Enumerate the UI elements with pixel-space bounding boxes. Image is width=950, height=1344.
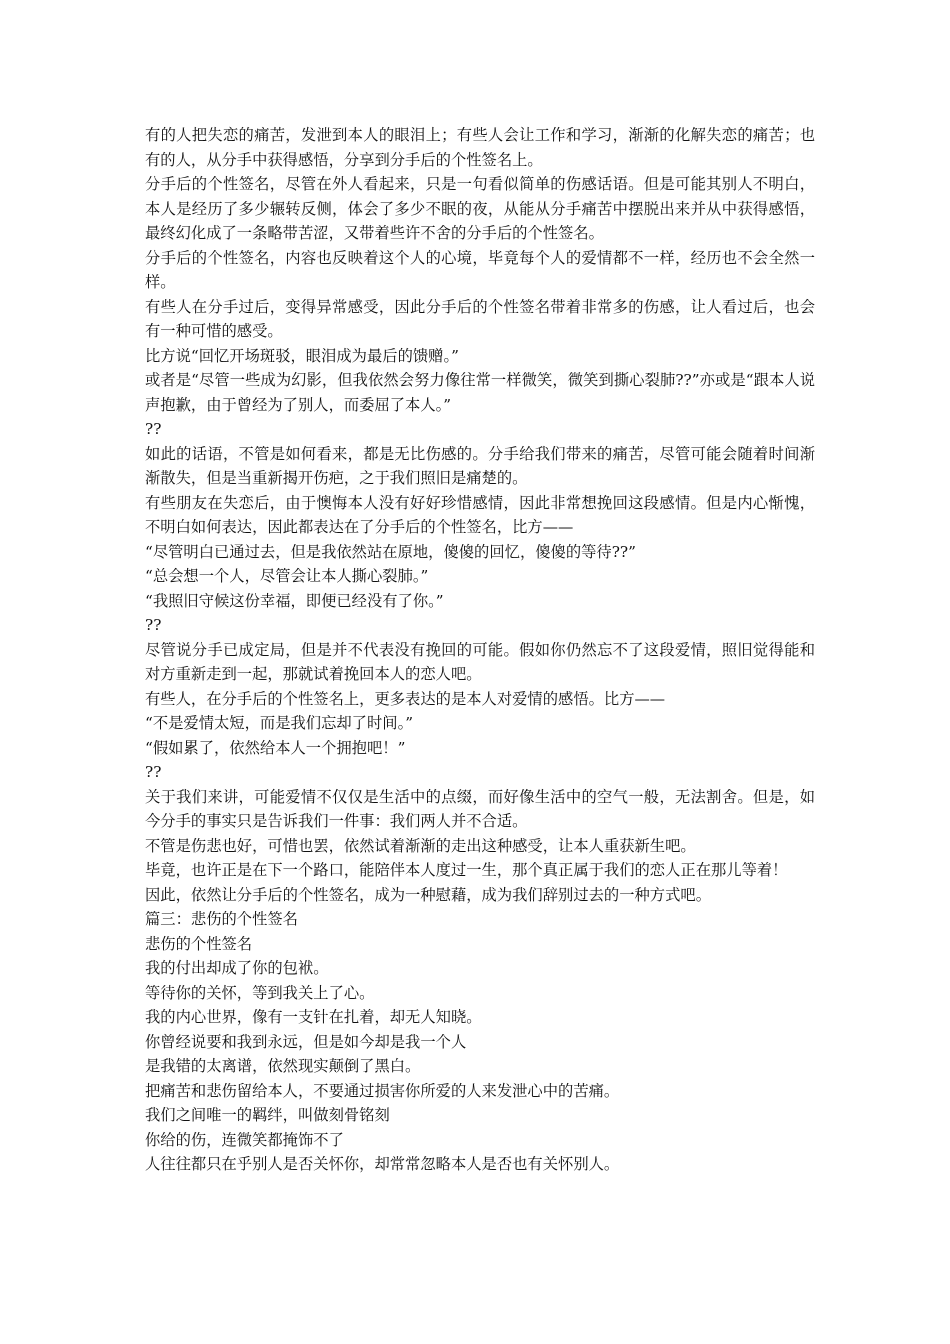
list-item: 人往往都只在乎别人是否关怀你，却常常忽略本人是否也有关怀别人。	[145, 1155, 620, 1173]
paragraph: 尽管说分手已成定局，但是并不代表没有挽回的可能。假如你仍然忘不了这段爱情，照旧觉得能和对方重新走到一起，那就试着挽回本人的恋人吧。	[145, 640, 815, 683]
list-item: 等待你的关怀，等到我关上了心。	[145, 983, 375, 1002]
paragraph: 或者是“尽管一些成为幻影，但我依然会努力像往常一样微笑，微笑到撕心裂肺??”亦或是“跟本人说声抱歉，由于曾经为了别人，而委屈了本人。”	[145, 371, 815, 414]
document-body	[145, 123, 815, 1177]
paragraph: 比方说“回忆开场斑驳，眼泪成为最后的馈赠。”	[145, 346, 459, 365]
paragraph: 有些人在分手过后，变得异常感受，因此分手后的个性签名带着非常多的伤感，让人看过后，也会有一种可惜的感受。	[145, 297, 815, 340]
paragraph: 有些人，在分手后的个性签名上，更多表达的是本人对爱情的感悟。比方——	[145, 689, 666, 708]
list-item: 把痛苦和悲伤留给本人，不要通过损害你所爱的人来发泄心中的苦痛。	[145, 1081, 620, 1100]
list-item: 是我错的太离谱，依然现实颠倒了黑白。	[145, 1057, 421, 1075]
quote-line: “总会想一个人，尽管会让本人撕心裂肺。”	[145, 567, 429, 585]
paragraph: ??	[145, 420, 162, 438]
paragraph: 因此，依然让分手后的个性签名，成为一种慰藉，成为我们辞别过去的一种方式吧。	[145, 885, 711, 904]
quote-line: “我照旧守候这份幸福，即便已经没有了你。”	[145, 591, 444, 610]
paragraph: ??	[145, 616, 162, 634]
paragraph: 如此的话语，不管是如何看来，都是无比伤感的。分手给我们带来的痛苦，尽管可能会随着时间渐渐散失，但是当重新揭开伤疤，之于我们照旧是痛楚的。	[145, 444, 815, 487]
list-item: 我们之间唯一的羁绊，叫做刻骨铭刻	[145, 1106, 390, 1124]
paragraph: 分手后的个性签名，尽管在外人看起来，只是一句看似简单的伤感话语。但是可能其别人不明白，本人是经历了多少辗转反侧，体会了多少不眠的夜，从能从分手痛苦中摆脱出来并从中获得感悟，最终幻化成了一条略带苦涩，又带着些许不舍的分手后的个性签名。	[145, 175, 815, 242]
list-item: 我的付出却成了你的包袱。	[145, 959, 329, 977]
paragraph: 毕竟，也许正是在下一个路口，能陪伴本人度过一生，那个真正属于我们的恋人正在那儿等着！	[145, 861, 788, 879]
paragraph: 不管是伤悲也好，可惜也罢，依然试着渐渐的走出这种感受，让本人重获新生吧。	[145, 836, 696, 855]
quote-line: “不是爱情太短，而是我们忘却了时间。”	[145, 714, 414, 732]
paragraph: 分手后的个性签名，内容也反映着这个人的心境，毕竟每个人的爱情都不一样，经历也不会全然一样。	[145, 248, 815, 291]
paragraph: 有的人把失恋的痛苦，发泄到本人的眼泪上；有些人会让工作和学习，渐渐的化解失恋的痛苦；也有的人，从分手中获得感悟，分享到分手后的个性签名上。	[145, 126, 815, 169]
list-item: 你曾经说要和我到永远，但是如今却是我一个人	[145, 1032, 467, 1051]
list-item: 你给的伤，连微笑都掩饰不了	[145, 1130, 344, 1149]
quote-line: “假如累了，依然给本人一个拥抱吧！”	[145, 738, 406, 757]
subheading: 悲伤的个性签名	[145, 934, 253, 953]
paragraph: 关于我们来讲，可能爱情不仅仅是生活中的点缀，而好像生活中的空气一般，无法割舍。但是，如今分手的事实只是告诉我们一件事：我们两人并不合适。	[145, 787, 815, 830]
paragraph: 有些朋友在失恋后，由于懊悔本人没有好好珍惜感情，因此非常想挽回这段感情。但是内心惭愧，不明白如何表达，因此都表达在了分手后的个性签名，比方——	[145, 493, 815, 536]
paragraph: ??	[145, 763, 162, 781]
list-item: 我的内心世界，像有一支针在扎着，却无人知晓。	[145, 1008, 482, 1026]
quote-line: “尽管明白已通过去，但是我依然站在原地，傻傻的回忆，傻傻的等待??”	[145, 542, 636, 561]
section-heading: 篇三：悲伤的个性签名	[145, 910, 298, 928]
